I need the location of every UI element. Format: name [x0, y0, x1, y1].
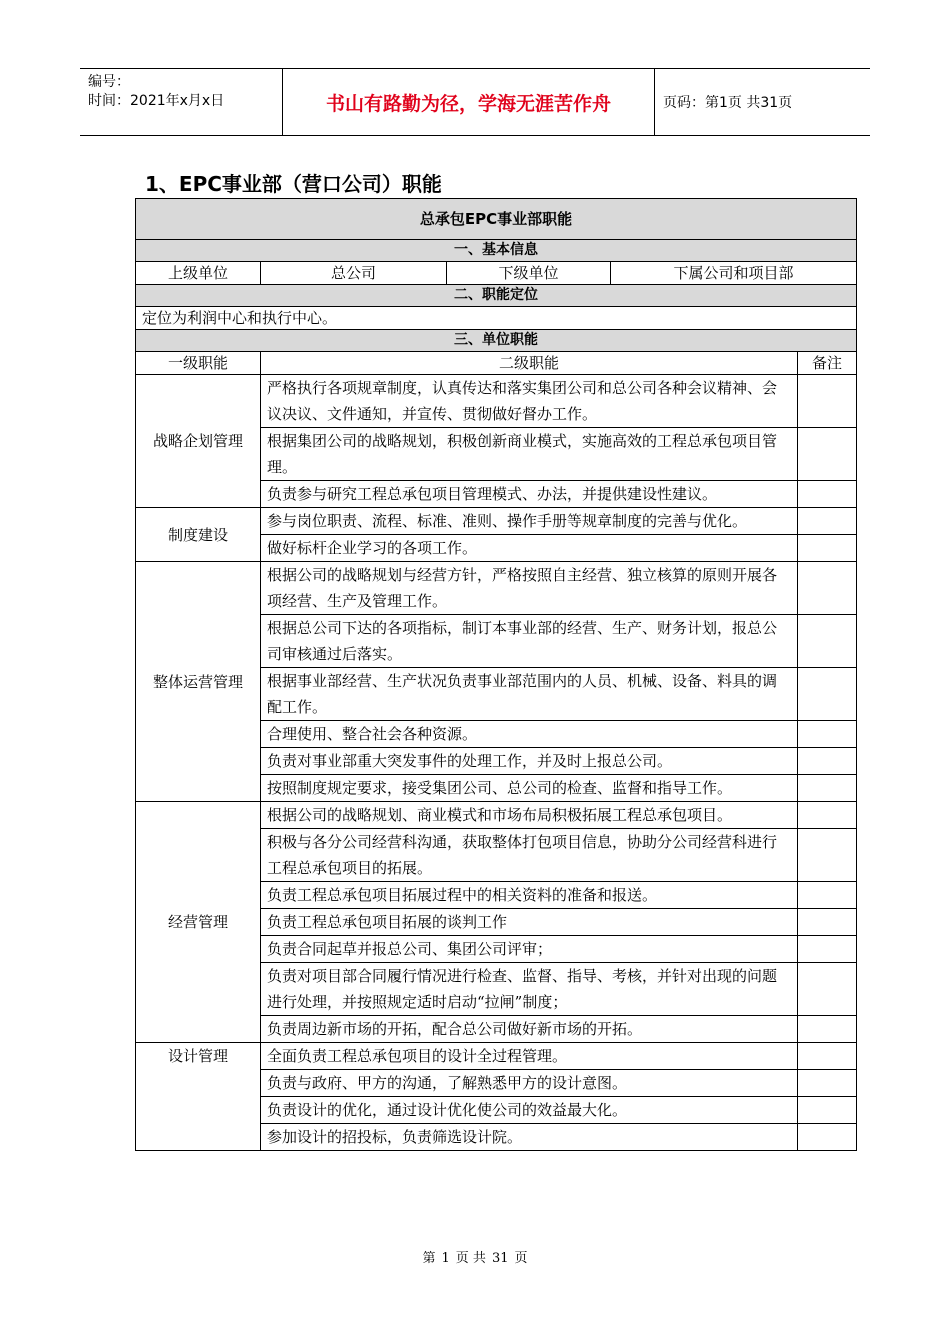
- col-header-level1: 一级职能: [136, 352, 261, 375]
- duty-description: 参加设计的招投标，负责筛选设计院。: [261, 1124, 798, 1151]
- duty-remarks: [798, 963, 857, 1016]
- duty-remarks: [798, 909, 857, 936]
- positioning-heading: 二、职能定位: [136, 285, 857, 307]
- duty-category: 整体运营管理: [136, 562, 261, 802]
- duty-row: [136, 375, 857, 428]
- duty-remarks: [798, 1124, 857, 1151]
- superior-unit-label: 上级单位: [136, 262, 261, 285]
- duty-remarks: [798, 1043, 857, 1070]
- duty-category: 设计管理: [136, 1043, 261, 1151]
- header-meta: [80, 69, 283, 136]
- duty-description: 根据公司的战略规划、商业模式和市场布局积极拓展工程总承包项目。: [261, 802, 798, 829]
- duty-remarks: [798, 428, 857, 481]
- document-date: 时间：2021年x月x日: [88, 93, 225, 109]
- subordinate-unit-label: 下级单位: [447, 262, 611, 285]
- duty-remarks: [798, 721, 857, 748]
- footer-suffix: 页: [514, 1251, 528, 1266]
- duty-row: [136, 1043, 857, 1070]
- duty-remarks: [798, 535, 857, 562]
- col-header-remarks: 备注: [798, 352, 857, 375]
- duty-description: 参与岗位职责、流程、标准、准则、操作手册等规章制度的完善与优化。: [261, 508, 798, 535]
- page-footer: [0, 1247, 950, 1266]
- subordinate-unit-value: 下属公司和项目部: [611, 262, 857, 285]
- duty-description: 积极与各分公司经营科沟通，获取整体打包项目信息，协助分公司经营科进行工程总承包项目的拓展。: [261, 829, 798, 882]
- footer-page-number: 1: [441, 1251, 450, 1266]
- duty-description: 做好标杆企业学习的各项工作。: [261, 535, 798, 562]
- superior-unit-value: 总公司: [261, 262, 447, 285]
- duty-description: 负责合同起草并报总公司、集团公司评审；: [261, 936, 798, 963]
- duty-remarks: [798, 748, 857, 775]
- duty-row: [136, 562, 857, 615]
- duty-description: 负责工程总承包项目拓展过程中的相关资料的准备和报送。: [261, 882, 798, 909]
- duty-description: 负责对项目部合同履行情况进行检查、监督、指导、考核，并针对出现的问题进行处理，并按照规定适时启动“拉闸”制度；: [261, 963, 798, 1016]
- duty-description: 合理使用、整合社会各种资源。: [261, 721, 798, 748]
- duty-remarks: [798, 1070, 857, 1097]
- document-number-label: 编号：: [88, 74, 130, 90]
- duty-description: 根据集团公司的战略规划，积极创新商业模式，实施高效的工程总承包项目管理。: [261, 428, 798, 481]
- duty-category: 经营管理: [136, 802, 261, 1043]
- footer-mid: 页 共: [455, 1251, 486, 1266]
- duty-remarks: [798, 615, 857, 668]
- duty-remarks: [798, 1097, 857, 1124]
- duty-description: 负责参与研究工程总承包项目管理模式、办法，并提供建设性建议。: [261, 481, 798, 508]
- duty-remarks: [798, 375, 857, 428]
- duty-remarks: [798, 802, 857, 829]
- duty-remarks: [798, 775, 857, 802]
- duty-description: 严格执行各项规章制度，认真传达和落实集团公司和总公司各种会议精神、会议决议、文件通知，并宣传、贯彻做好督办工作。: [261, 375, 798, 428]
- duty-remarks: [798, 829, 857, 882]
- basic-info-heading: 一、基本信息: [136, 240, 857, 262]
- section-title: 1、EPC事业部（营口公司）职能: [145, 172, 442, 196]
- positioning-text: 定位为利润中心和执行中心。: [136, 307, 857, 330]
- duty-category: 制度建设: [136, 508, 261, 562]
- header-motto: 书山有路勤为径，学海无涯苦作舟: [283, 69, 655, 136]
- document-header: [80, 68, 870, 136]
- duty-description: 根据总公司下达的各项指标，制订本事业部的经营、生产、财务计划，报总公司审核通过后落实。: [261, 615, 798, 668]
- table-title: 总承包EPC事业部职能: [136, 199, 857, 240]
- duty-description: 负责对事业部重大突发事件的处理工作，并及时上报总公司。: [261, 748, 798, 775]
- duty-remarks: [798, 481, 857, 508]
- duty-remarks: [798, 1016, 857, 1043]
- duty-remarks: [798, 562, 857, 615]
- duty-description: 根据事业部经营、生产状况负责事业部范围内的人员、机械、设备、料具的调配工作。: [261, 668, 798, 721]
- duty-category: 战略企划管理: [136, 375, 261, 508]
- duty-remarks: [798, 508, 857, 535]
- duty-remarks: [798, 882, 857, 909]
- duty-description: 负责工程总承包项目拓展的谈判工作: [261, 909, 798, 936]
- header-page-info: 页码：第1页 共31页: [663, 95, 793, 111]
- duty-description: 根据公司的战略规划与经营方针，严格按照自主经营、独立核算的原则开展各项经营、生产及管理工作。: [261, 562, 798, 615]
- footer-prefix: 第: [422, 1251, 436, 1266]
- duty-remarks: [798, 668, 857, 721]
- duty-description: 全面负责工程总承包项目的设计全过程管理。: [261, 1043, 798, 1070]
- duties-table: [135, 198, 857, 1151]
- duty-remarks: [798, 936, 857, 963]
- duties-heading: 三、单位职能: [136, 330, 857, 352]
- duty-row: [136, 802, 857, 829]
- duty-description: 按照制度规定要求，接受集团公司、总公司的检查、监督和指导工作。: [261, 775, 798, 802]
- duty-description: 负责与政府、甲方的沟通，了解熟悉甲方的设计意图。: [261, 1070, 798, 1097]
- duty-description: 负责周边新市场的开拓，配合总公司做好新市场的开拓。: [261, 1016, 798, 1043]
- footer-total-pages: 31: [491, 1251, 509, 1266]
- col-header-level2: 二级职能: [261, 352, 798, 375]
- duty-description: 负责设计的优化，通过设计优化使公司的效益最大化。: [261, 1097, 798, 1124]
- duty-row: [136, 508, 857, 535]
